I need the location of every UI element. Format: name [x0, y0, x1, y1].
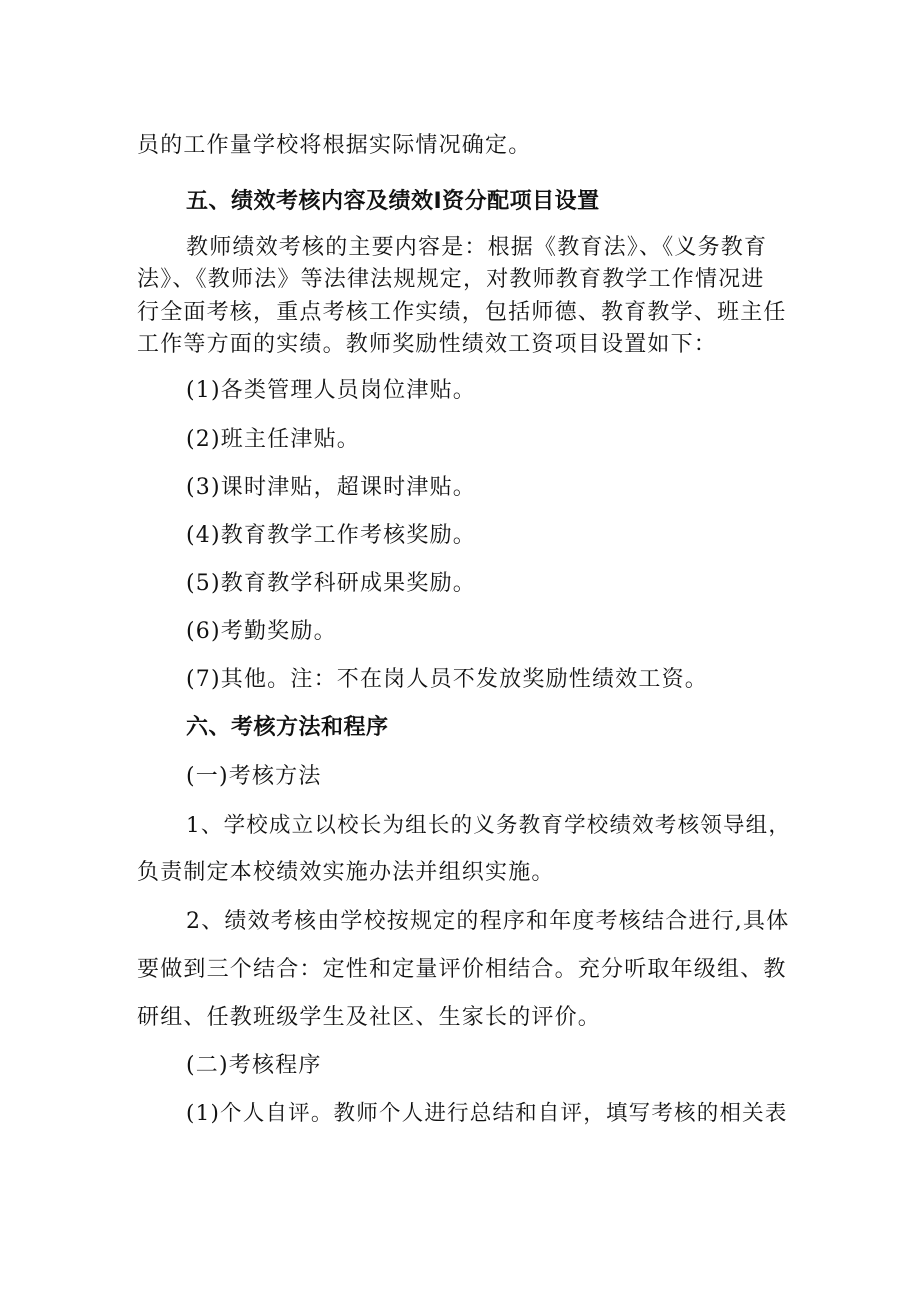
- list-item: (2)班主任津贴。: [186, 427, 360, 452]
- section-5-intro-line: 教师绩效考核的主要内容是：根据《教育法》、《义务教育: [186, 235, 768, 260]
- list-item: (5)教育教学科研成果奖励。: [186, 571, 476, 596]
- list-item: (3)课时津贴，超课时津贴。: [186, 475, 476, 500]
- paragraph-line: (1)个人自评。教师个人进行总结和自评，填写考核的相关表: [186, 1101, 788, 1126]
- section-5-intro-line: 行全面考核，重点考核工作实绩，包括师德、教育教学、班主任: [137, 300, 787, 325]
- section-6-heading: 六、考核方法和程序: [186, 715, 389, 740]
- paragraph-line: 研组、任教班级学生及社区、生家长的评价。: [137, 1005, 602, 1030]
- paragraph-line: 负责制定本校绩效实施办法并组织实施。: [137, 860, 555, 885]
- list-item: (6)考勤奖励。: [186, 619, 337, 644]
- list-item: (7)其他。注：不在岗人员不发放奖励性绩效工资。: [186, 667, 708, 692]
- subsection-heading: (二)考核程序: [186, 1053, 322, 1078]
- section-5-intro-line: 工作等方面的实绩。教师奖励性绩效工资项目设置如下：: [137, 332, 718, 357]
- section-5-heading: 五、绩效考核内容及绩效I资分配项目设置: [186, 189, 600, 214]
- paragraph-line: 2、绩效考核由学校按规定的程序和年度考核结合进行,具体: [186, 909, 790, 934]
- list-item: (4)教育教学工作考核奖励。: [186, 523, 476, 548]
- subsection-heading: (一)考核方法: [186, 764, 322, 789]
- paragraph-line: 要做到三个结合：定性和定量评价相结合。充分听取年级组、教: [137, 957, 787, 982]
- list-item: (1)各类管理人员岗位津贴。: [186, 378, 476, 403]
- paragraph-line: 1、学校成立以校长为组长的义务教育学校绩效考核领导组，: [186, 813, 792, 838]
- section-5-intro-line: 法》、《教师法》等法律法规规定，对教师教育教学工作情况进: [137, 267, 765, 292]
- carryover-text: 员的工作量学校将根据实际情况确定。: [137, 133, 532, 158]
